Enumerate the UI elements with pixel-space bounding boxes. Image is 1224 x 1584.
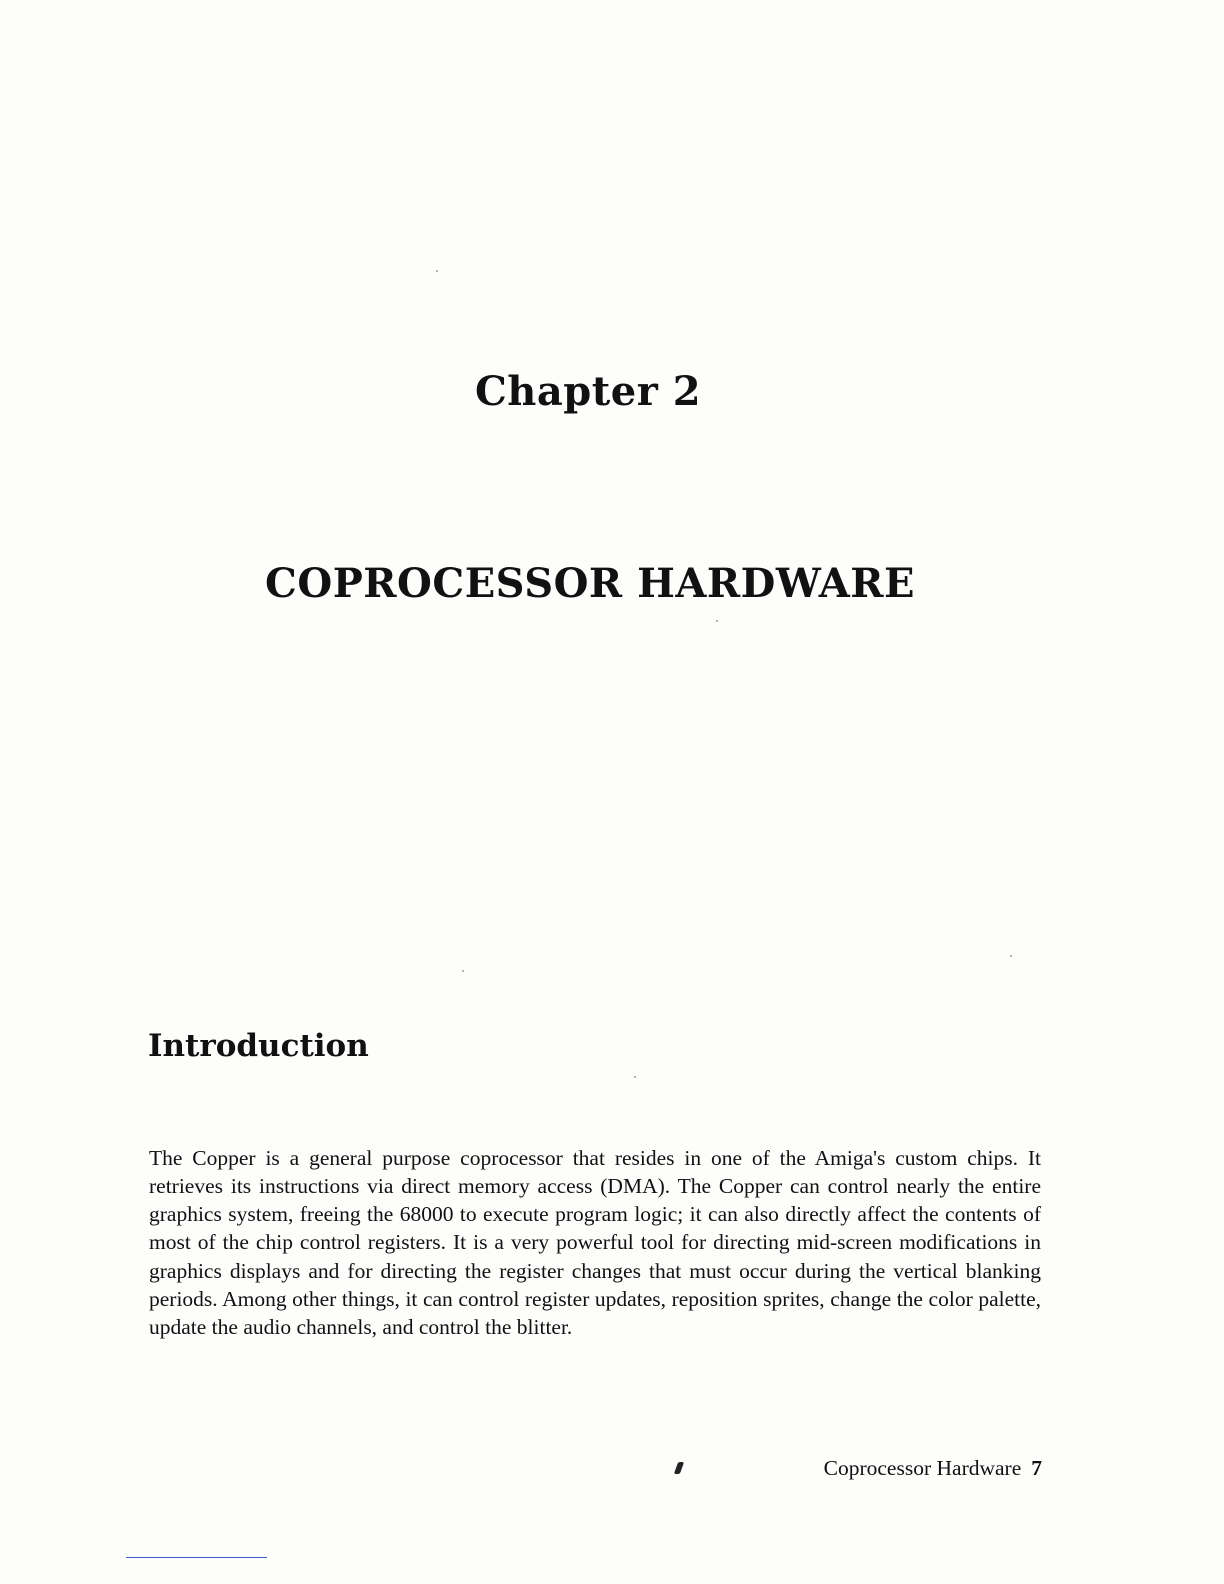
bottom-rule xyxy=(126,1557,267,1558)
chapter-title: COPROCESSOR HARDWARE xyxy=(265,560,915,607)
scan-speck xyxy=(1010,955,1012,957)
running-title: Coprocessor Hardware xyxy=(823,1456,1022,1480)
page-footer xyxy=(600,1456,1042,1481)
page-number: 7 xyxy=(1031,1456,1042,1480)
scan-speck xyxy=(436,270,438,272)
chapter-label: Chapter 2 xyxy=(474,368,702,415)
scan-speck xyxy=(462,970,464,972)
section-heading: Introduction xyxy=(148,1028,369,1064)
scan-speck xyxy=(634,1076,636,1078)
scan-speck xyxy=(716,620,718,622)
intro-paragraph: The Copper is a general purpose coprocessor that resides in one of the Amiga's custom chips. It retrieves its instructions via direct memory access (DMA). The Copper can control nearly the entire graphics system, freeing the 68000 to execute program logic; it can also directly affect the contents of most of the chip control registers. It is a very powerful tool for directing mid-screen modifications in graphics displays and for directing the register changes that must occur during the vertical blanking periods. Among other things, it can control register updates, reposition sprites, change the color palette, update the audio channels, and control the blitter. xyxy=(149,1145,1041,1340)
